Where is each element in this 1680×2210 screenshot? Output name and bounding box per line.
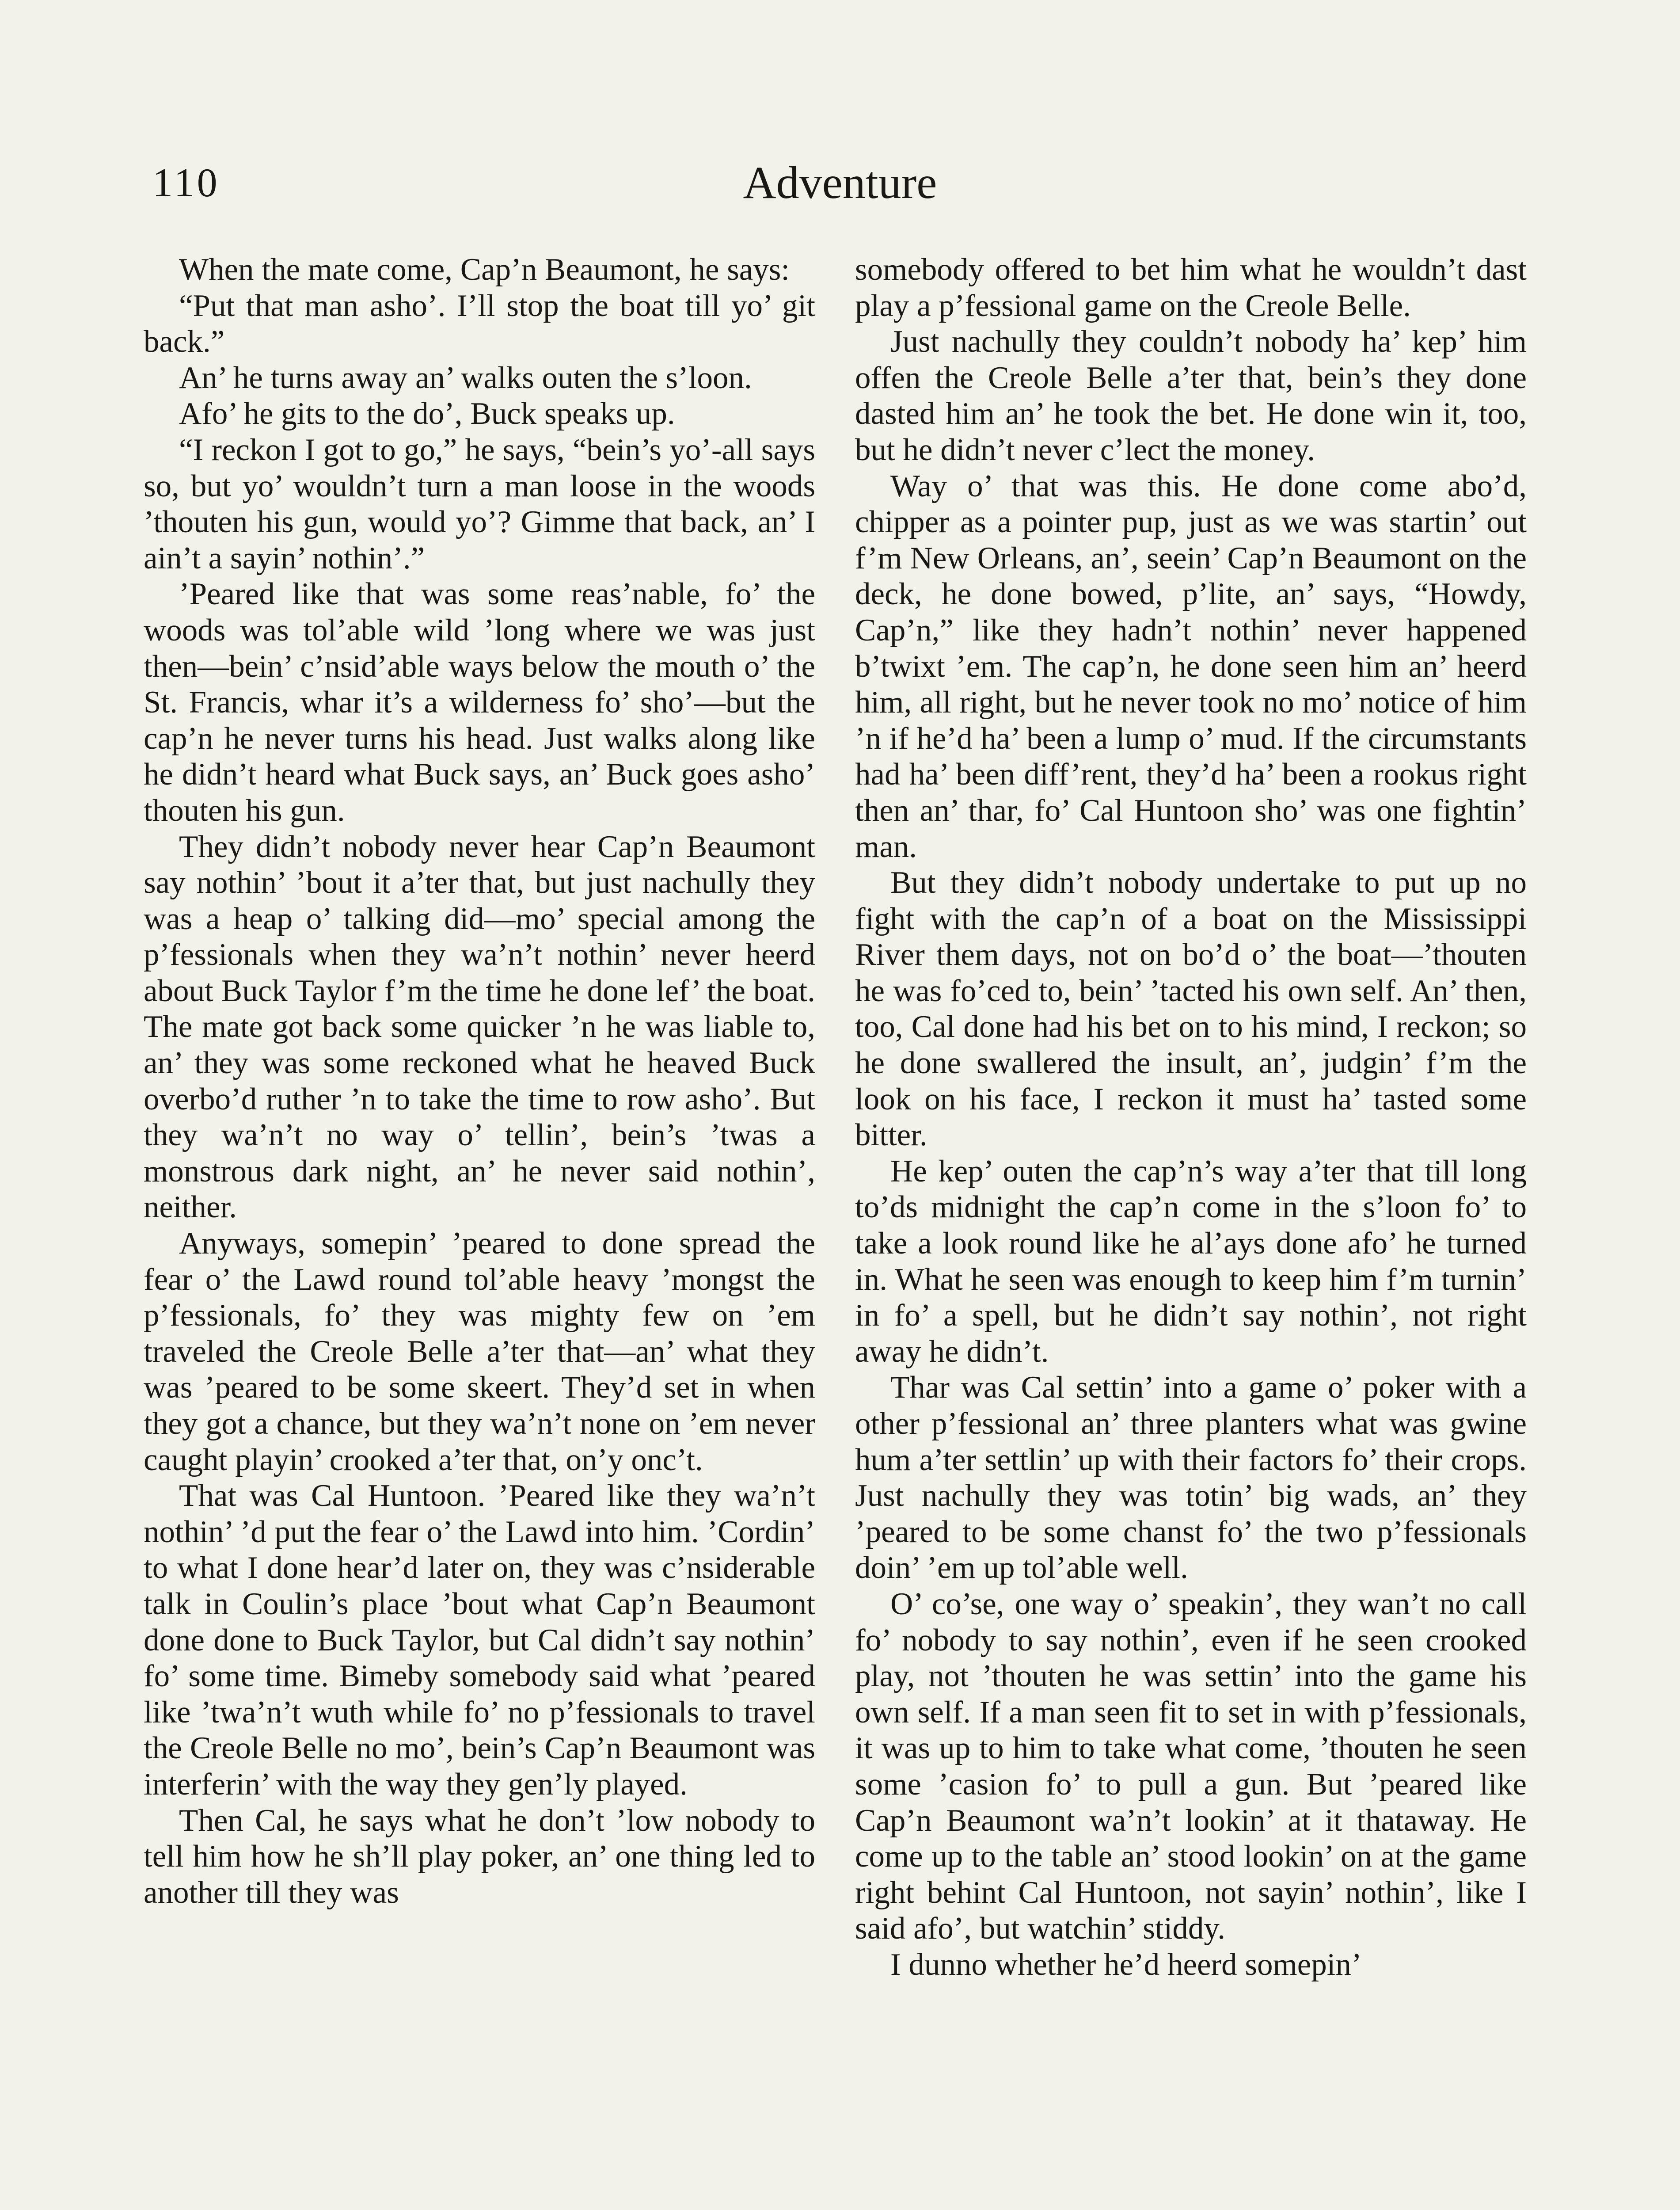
paragraph: ’Peared like that was some reas’nable, fo’ the woods was tol’able wild ’long where we was just then—bein’ c’nsid’able ways below the mouth o’ the St. Francis, whar it’s a wilderness fo’ sho’—but the cap’n he never turns his head. Just walks along like he didn’t heard what Buck says, an’ Buck goes asho’ thouten his gun. [144,577,815,828]
paragraph: They didn’t nobody never hear Cap’n Beaumont say nothin’ ’bout it a’ter that, but just nachully they was a heap o’ talking did—mo’ special among the p’fessionals when they wa’n’t nothin’ never heerd about Buck Taylor f’m the time he done lef’ the boat. The mate got back some quicker ’n he was liable to, an’ they was some reckoned what he heaved Buck overbo’d ruther ’n to take the time to row asho’. But they wa’n’t no way o’ tellin’, bein’s ’twas a monstrous dark night, an’ he never said nothin’, neither. [144,829,815,1225]
paragraph: I dunno whether he’d heerd somepin’ [890,1947,1362,1982]
page-title: Adventure [743,157,937,208]
paragraph: somebody offered to bet him what he wouldn’t dast play a p’fessional game on the Creole Belle. [855,252,1527,323]
right-column [855,252,1527,1983]
page-number: 110 [152,160,220,205]
paragraph: When the mate come, Cap’n Beaumont, he says: [179,252,790,287]
paragraph: Thar was Cal settin’ into a game o’ poker with a other p’fessional an’ three planters what was gwine hum a’ter settlin’ up with their factors fo’ their crops. Just nachully they was totin’ big wads, an’ they ’peared to be some chanst fo’ the two p’fessionals doin’ ’em up tol’able well. [855,1370,1527,1585]
paragraph: O’ co’se, one way o’ speakin’, they wan’t no call fo’ nobody to say nothin’, even if he seen crooked play, not ’thouten he was settin’ into the game his own self. If a man seen fit to set in with p’fessionals, it was up to him to take what come, ’thouten he seen some ’casion fo’ to pull a gun. But ’peared like Cap’n Beaumont wa’n’t lookin’ at it thataway. He come up to the table an’ stood lookin’ on at the game right behint Cal Huntoon, not sayin’ nothin’, like I said afo’, but watchin’ stiddy. [855,1586,1527,1946]
paragraph: “I reckon I got to go,” he says, “bein’s yo’-all says so, but yo’ wouldn’t turn a man loose in the woods ’thouten his gun, would yo’? Gimme that back, an’ I ain’t a sayin’ nothin’.” [144,432,815,575]
text-columns [144,252,1527,1983]
paragraph: Way o’ that was this. He done come abo’d, chipper as a pointer pup, just as we was startin’ out f’m New Orleans, an’, seein’ Cap’n Beaumont on the deck, he done bowed, p’lite, an’ says, “Howdy, Cap’n,” like they hadn’t nothin’ never happened b’twixt ’em. The cap’n, he done seen him an’ heerd him, all right, but he never took no mo’ notice of him ’n if he’d ha’ been a lump o’ mud. If the circumstants had ha’ been diff’rent, they’d ha’ been a rookus right then an’ thar, fo’ Cal Huntoon sho’ was one fightin’ man. [855,469,1527,864]
paragraph: That was Cal Huntoon. ’Peared like they wa’n’t nothin’ ’d put the fear o’ the Lawd into him. ’Cordin’ to what I done hear’d later on, they was c’nsiderable talk in Coulin’s place ’bout what Cap’n Beaumont done done to Buck Taylor, but Cal didn’t say nothin’ fo’ some time. Bimeby somebody said what ’peared like ’twa’n’t wuth while fo’ no p’fessionals to travel the Creole Belle no mo’, bein’s Cap’n Beaumont was interferin’ with the way they gen’ly played. [144,1478,815,1802]
page-header [0,159,1680,221]
paragraph: He kep’ outen the cap’n’s way a’ter that till long to’ds midnight the cap’n come in the s’loon fo’ to take a look round like he al’ays done afo’ he turned in. What he seen was enough to keep him f’m turnin’ in fo’ a spell, but he didn’t say nothin’, not right away he didn’t. [855,1154,1527,1369]
paragraph: “Put that man asho’. I’ll stop the boat till yo’ git back.” [144,288,815,359]
paragraph: But they didn’t nobody undertake to put up no fight with the cap’n of a boat on the Mississippi River them days, not on bo’d o’ the boat—’thouten he was fo’ced to, bein’ ’tacted his own self. An’ then, too, Cal done had his bet on to his mind, I reckon; so he done swallered the insult, an’, judgin’ f’m the look on his face, I reckon it must ha’ tasted some bitter. [855,865,1527,1153]
paragraph: Then Cal, he says what he don’t ’low nobody to tell him how he sh’ll play poker, an’ one thing led to another till they was [144,1803,815,1910]
paragraph: Afo’ he gits to the do’, Buck speaks up. [179,396,675,431]
left-column [144,252,815,1983]
paragraph: Anyways, somepin’ ’peared to done spread the fear o’ the Lawd round tol’able heavy ’mongst the p’fessionals, fo’ they was mighty few on ’em traveled the Creole Belle a’ter that—an’ what they was ’peared to be some skeert. They’d set in when they got a chance, but they wa’n’t none on ’em never caught playin’ crooked a’ter that, on’y onc’t. [144,1226,815,1477]
paragraph: Just nachully they couldn’t nobody ha’ kep’ him offen the Creole Belle a’ter that, bein’s they done dasted him an’ he took the bet. He done win it, too, but he didn’t never c’lect the money. [855,324,1527,467]
paragraph: An’ he turns away an’ walks outen the s’loon. [179,360,752,395]
